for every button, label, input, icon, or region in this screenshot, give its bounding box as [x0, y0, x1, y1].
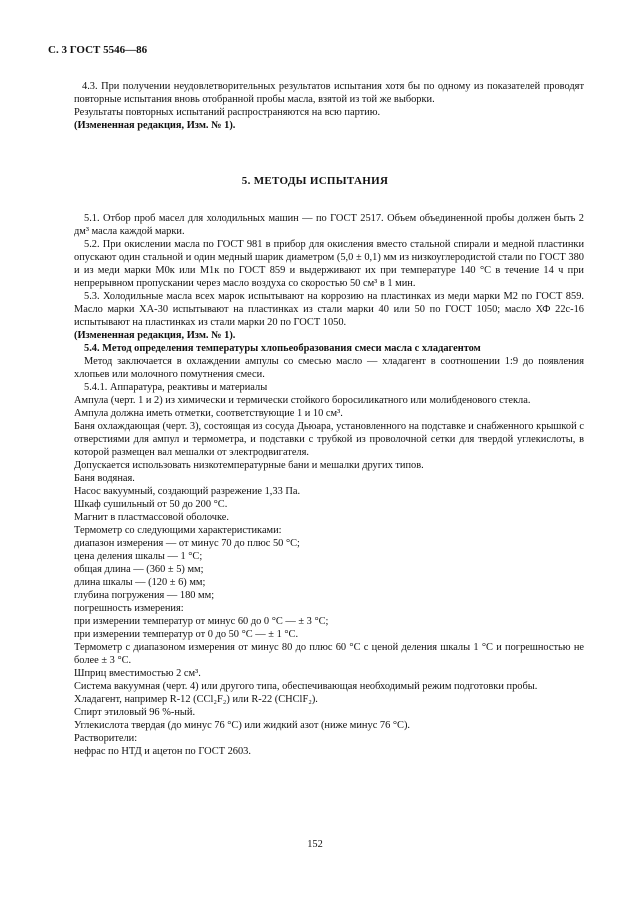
- list-item: Система вакуумная (черт. 4) или другого типа, обеспечивающая необходимый режим подготовки пробы.: [74, 681, 538, 692]
- list-item: длина шкалы — (120 ± 6) мм;: [74, 577, 206, 588]
- list-item: при измерении температур от минус 60 до 0 °С — ± 3 °С;: [74, 616, 329, 627]
- list-item: общая длина — (360 ± 5) мм;: [74, 564, 204, 575]
- paragraph-results: Результаты повторных испытаний распространяются на всю партию.: [74, 107, 381, 118]
- list-item: Углекислота твердая (до минус 76 °С) или жидкий азот (ниже минус 76 °С).: [74, 720, 411, 731]
- list-item: погрешность измерения:: [74, 603, 184, 614]
- paragraph-method: Метод заключается в охлаждении ампулы со смесью масло — хладагент в соотношении 1:9 до появления хлопьев или молочного помутнения смеси.: [74, 356, 584, 380]
- list-item: Допускается использовать низкотемпературные бани и мешалки других типов.: [74, 460, 424, 471]
- list-item: Ампула должна иметь отметки, соответствующие 1 и 10 см³.: [74, 408, 343, 419]
- list-item: Растворители:: [74, 733, 138, 744]
- paragraph-5-3: 5.3. Холодильные масла всех марок испытывают на коррозию на пластинках из меди марки М2 по ГОСТ 859. Масло марки ХА-30 испытывают на пластинках из стали марки 40 или 50 по ГОСТ 1050; масло ХФ 22с-16 испытывают на пластинках из стали марки 20 по ГОСТ 1050.: [74, 291, 584, 328]
- list-item: Шкаф сушильный от 50 до 200 °С.: [74, 499, 228, 510]
- list-item: Спирт этиловый 96 %-ный.: [74, 707, 196, 718]
- list-item: при измерении температур от 0 до 50 °С — ± 1 °С.: [74, 629, 299, 640]
- list-item: диапазон измерения — от минус 70 до плюс 50 °С;: [74, 538, 300, 549]
- page-header: С. 3 ГОСТ 5546—86: [48, 44, 148, 56]
- paragraph-4-3: 4.3. При получении неудовлетворительных результатов испытания хотя бы по одному из показателей проводят повторные испытания вновь отобранной пробы масла, взятой из той же выборки.: [74, 81, 584, 105]
- list-item: Термометр с диапазоном измерения от минус 80 до плюс 60 °С с ценой деления шкалы 1 °С и погрешностью не более ± 3 °С.: [74, 642, 584, 666]
- list-item: Баня водяная.: [74, 473, 135, 484]
- list-item: Шприц вместимостью 2 см³.: [74, 668, 201, 679]
- top-section: [74, 80, 584, 132]
- amendment-note-1: (Измененная редакция, Изм. № 1).: [74, 120, 236, 131]
- page-number: 152: [307, 839, 323, 850]
- section-title: 5. МЕТОДЫ ИСПЫТАНИЯ: [241, 175, 389, 187]
- paragraph-5-4-1: 5.4.1. Аппаратура, реактивы и материалы: [84, 382, 268, 393]
- paragraph-5-4-title: 5.4. Метод определения температуры хлопьеобразования смеси масла с хладагентом: [84, 343, 481, 354]
- list-item: Насос вакуумный, создающий разрежение 1,33 Па.: [74, 486, 301, 497]
- amendment-note-2: (Измененная редакция, Изм. № 1).: [74, 330, 236, 341]
- list-item: нефрас по НТД и ацетон по ГОСТ 2603.: [74, 746, 251, 757]
- paragraph-5-2: 5.2. При окислении масла по ГОСТ 981 в прибор для окисления вместо стальной спирали и медной пластинки опускают один стальной и один медный шарик диаметром (5,0 ± 0,1) мм из низкоуглеродистой стали по ГОСТ 380 и из меди марки М0к или М1к по ГОСТ 859 и выдерживают их при температуре 140 °С в течение 14 ч при непрерывном пропускании через масло воздуха со скоростью 50 см³ в 1 мин.: [74, 239, 584, 289]
- list-item: цена деления шкалы — 1 °С;: [74, 551, 203, 562]
- paragraph-5-1: 5.1. Отбор проб масел для холодильных машин — по ГОСТ 2517. Объем объединенной пробы должен быть 2 дм³ масла каждой марки.: [74, 213, 584, 237]
- list-item: Баня охлаждающая (черт. 3), состоящая из сосуда Дьюара, установленного на подставке и снабженного крышкой с отверстиями для ампул и термометра, и подставки с трубкой из проволочной сетки для твердой углекислоты, в которой размещен вал мешалки от электродвигателя.: [74, 421, 584, 458]
- list-item: Ампула (черт. 1 и 2) из химически и термически стойкого боросиликатного или молибденового стекла.: [74, 395, 531, 406]
- list-item: глубина погружения — 180 мм;: [74, 590, 215, 601]
- list-item: Магнит в пластмассовой оболочке.: [74, 512, 229, 523]
- list-item: Хладагент, например R-12 (CCl₂F₂) или R-22 (CHClF₂).: [74, 694, 318, 705]
- methods-section: [74, 212, 584, 758]
- list-item: Термометр со следующими характеристиками:: [74, 525, 282, 536]
